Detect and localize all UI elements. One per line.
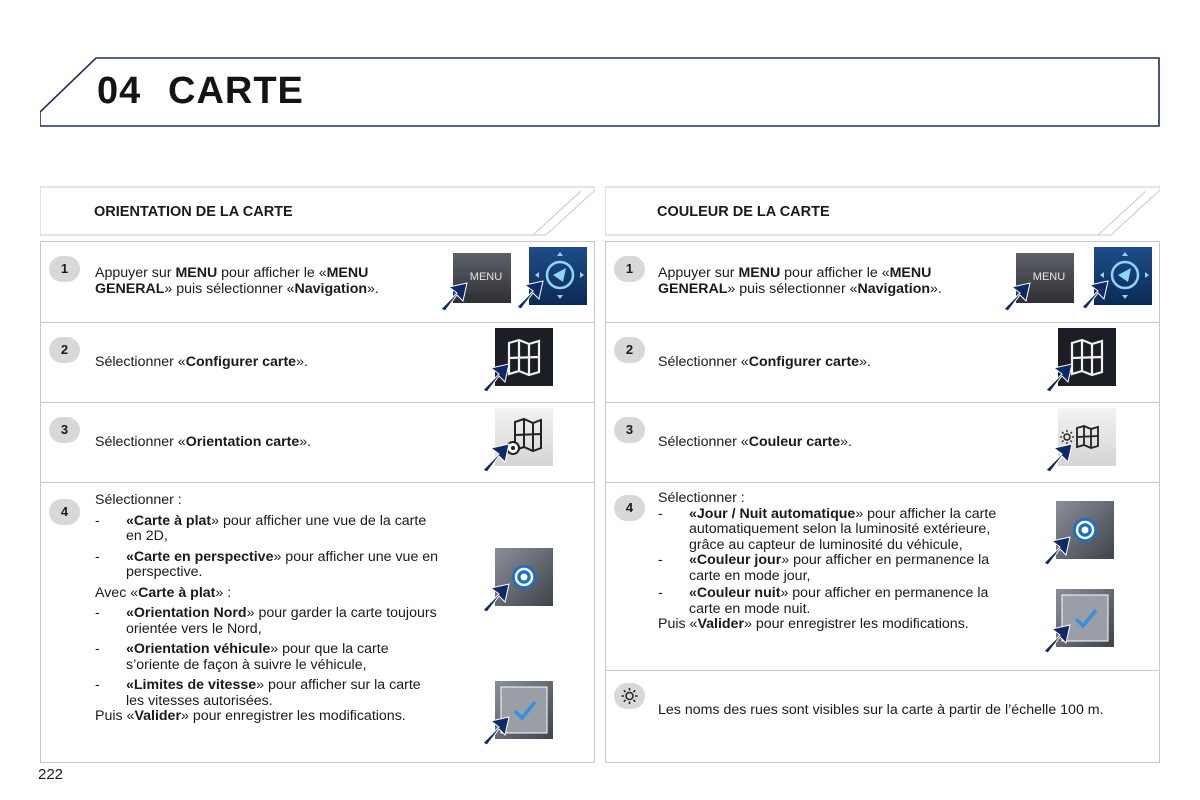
menu-button-icon — [1016, 253, 1074, 303]
step-number-badge: 2 — [614, 337, 645, 363]
step-text: Sélectionner «Configurer carte». — [95, 354, 308, 370]
step-text: Sélectionner : - «Carte à plat» pour afficher une vue de la carte en 2D, - «Carte en perspective» pour afficher une vue en perspective. Avec «Carte à plat» : - «Orientation Nord» pour garder la carte toujours orientée vers le Nord, - «Orientation véhicule» pour que la carte s’oriente de façon à suivre le véhicule, - «Limites de vitesse» pour afficher sur la carte les vitesses autorisées. Puis «Valider» pour enregistrer les modifications. — [95, 493, 440, 725]
chapter-title: CARTE — [168, 70, 304, 112]
step-number-badge: 4 — [49, 499, 80, 525]
navigation-icon — [1094, 247, 1152, 297]
step-number-badge: 4 — [614, 495, 645, 521]
tip-text: Les noms des rues sont visibles sur la carte à partir de l’échelle 100 m. — [658, 702, 1104, 718]
step-row — [41, 482, 594, 762]
step-text: Sélectionner «Orientation carte». — [95, 434, 312, 450]
section-title: COULEUR DE LA CARTE — [657, 204, 830, 220]
svg-text:MENU: MENU — [469, 271, 503, 283]
step-number-badge: 3 — [614, 417, 645, 443]
step-row — [41, 402, 594, 482]
step-row — [606, 242, 1159, 322]
step-row — [41, 322, 594, 402]
step-number-badge: 3 — [49, 417, 80, 443]
steps-table — [40, 241, 595, 763]
section-header — [605, 186, 1160, 236]
color-section — [605, 186, 1160, 718]
step-number-badge: 2 — [49, 337, 80, 363]
configure-map-icon — [1058, 328, 1116, 378]
step-text: Appuyer sur MENU pour afficher le «MENU GENERAL» puis sélectionner «Navigation». — [658, 265, 942, 297]
orientation-section — [40, 186, 595, 724]
step-text: Sélectionner «Couleur carte». — [658, 434, 853, 450]
configure-map-icon — [495, 328, 553, 378]
step-number-badge: 1 — [49, 256, 80, 282]
step-text: Appuyer sur MENU pour afficher le «MENU GENERAL» puis sélectionner «Navigation». — [95, 265, 379, 297]
auto-day-night-icon — [1056, 501, 1114, 551]
step-text: Sélectionner : - «Jour / Nuit automatique» pour afficher la carte automatiquement selon la luminosité extérieure, grâce au capteur de luminosité du véhicule, - «Couleur jour» pour afficher en permanence la carte en mode jour, - «Couleur nuit» pour afficher en permanence la carte en mode nuit. Puis «Valider» pour enregistrer les modifications. — [658, 491, 1003, 633]
tip-sun-icon — [614, 683, 645, 709]
svg-text:MENU: MENU — [1032, 271, 1066, 283]
section-header — [40, 186, 595, 236]
page-number: 222 — [38, 766, 64, 783]
step-row — [606, 322, 1159, 402]
validate-check-icon — [495, 681, 553, 731]
step-row — [606, 402, 1159, 482]
selector-button-icon — [495, 548, 553, 598]
section-title: ORIENTATION DE LA CARTE — [94, 204, 293, 220]
navigation-icon — [529, 247, 587, 297]
map-orientation-icon — [495, 408, 553, 458]
step-text: Sélectionner «Configurer carte». — [658, 354, 871, 370]
steps-table — [605, 241, 1160, 763]
step-row — [606, 482, 1159, 670]
map-color-icon — [1058, 408, 1116, 458]
step-number-badge: 1 — [614, 256, 645, 282]
chapter-number: 04 — [97, 70, 142, 112]
validate-check-icon — [1056, 589, 1114, 639]
tip-row — [606, 670, 1159, 762]
menu-button-icon — [453, 253, 511, 303]
step-row — [41, 242, 594, 322]
